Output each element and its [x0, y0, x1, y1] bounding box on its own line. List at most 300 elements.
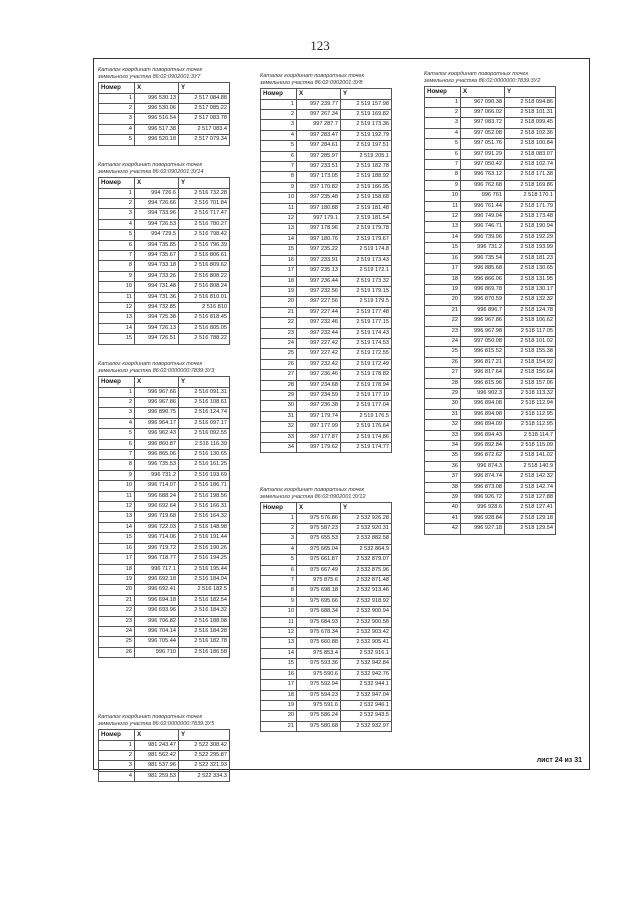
coord-y: 2 516 130.65: [179, 450, 230, 460]
coord-y: 2 519 188.92: [341, 172, 392, 182]
point-number: 10: [99, 481, 135, 491]
point-number: 3: [261, 534, 297, 544]
coord-y: 2 518 083.07: [505, 149, 556, 159]
coord-x: 996 530.13: [135, 93, 179, 103]
coord-x: 994 732.85: [135, 303, 179, 313]
point-number: 3: [99, 761, 135, 771]
point-number: 11: [99, 292, 135, 302]
table-row: [261, 224, 392, 234]
point-number: 36: [425, 461, 461, 471]
header-y: Y: [179, 377, 230, 387]
table-row: [99, 323, 230, 333]
table-row: [261, 297, 392, 307]
coord-x: 996 885.68: [461, 264, 505, 274]
point-number: 1: [99, 93, 135, 103]
coord-x: 996 739.06: [461, 232, 505, 242]
coord-y: 2 532 926.28: [341, 513, 392, 523]
caption-line-1: Каталог координат поворотных точек: [260, 73, 365, 79]
table-row: [425, 368, 556, 378]
table-row: [261, 390, 392, 400]
table-row: [99, 606, 230, 616]
coord-x: 996 962.43: [135, 429, 179, 439]
table-header-row: [99, 730, 230, 740]
table-row: [261, 711, 392, 721]
table-row: [261, 307, 392, 317]
coord-x: 994 733.26: [135, 271, 179, 281]
table-row: [261, 234, 392, 244]
coord-y: 2 518 156.64: [505, 368, 556, 378]
table-row: [261, 586, 392, 596]
point-number: 10: [99, 282, 135, 292]
coord-x: 996 762.68: [461, 180, 505, 190]
coord-x: 996 530.06: [135, 104, 179, 114]
coord-x: 996 761.44: [461, 201, 505, 211]
coord-x: 996 693.96: [135, 606, 179, 616]
coord-y: 2 516 805.05: [179, 323, 230, 333]
table-row: [99, 261, 230, 271]
header-x: X: [461, 87, 505, 97]
coord-y: 2 532 875.96: [341, 565, 392, 575]
point-number: 6: [99, 439, 135, 449]
coord-x: 996 967.66: [135, 387, 179, 397]
coord-y: 2 522 321.93: [179, 761, 230, 771]
table-caption: [98, 714, 230, 727]
coord-x: 997 227.56: [297, 297, 341, 307]
table-row: [261, 151, 392, 161]
point-number: 2: [261, 110, 297, 120]
coord-y: 2 518 102.36: [505, 128, 556, 138]
table-row: [425, 430, 556, 440]
point-number: 7: [425, 160, 461, 170]
point-number: 28: [425, 378, 461, 388]
table-row: [425, 191, 556, 201]
coord-y: 2 519 205.1: [341, 151, 392, 161]
point-number: 8: [99, 460, 135, 470]
coord-x: 996 719.68: [135, 512, 179, 522]
point-number: 42: [425, 524, 461, 534]
coord-y: 2 518 131.95: [505, 274, 556, 284]
coord-x: 996 694.18: [135, 595, 179, 605]
coord-x: 996 869.78: [461, 284, 505, 294]
table-row: [425, 316, 556, 326]
coord-y: 2 519 179.78: [341, 224, 392, 234]
point-number: 7: [99, 450, 135, 460]
table-row: [261, 245, 392, 255]
coord-y: 2 517 083.4: [179, 124, 230, 134]
coord-x: 997 234.59: [297, 390, 341, 400]
table-row: [425, 336, 556, 346]
coord-x: 975 655.53: [297, 534, 341, 544]
point-number: 23: [425, 326, 461, 336]
header-x: X: [135, 83, 179, 93]
coord-y: 2 516 788.22: [179, 334, 230, 344]
table-row: [99, 585, 230, 595]
coord-y: 2 516 191.44: [179, 533, 230, 543]
coord-y: 2 516 809.62: [179, 261, 230, 271]
coord-x: 997 180.88: [297, 203, 341, 213]
coord-x: 997 179.1: [297, 214, 341, 224]
table-row: [261, 513, 392, 523]
coord-x: 967 090.38: [461, 97, 505, 107]
table-row: [261, 349, 392, 359]
coord-x: 996 872.62: [461, 451, 505, 461]
coord-x: 996 722.03: [135, 522, 179, 532]
coord-y: 2 516 186.58: [179, 647, 230, 657]
coordinates-table: [260, 88, 392, 453]
coord-x: 997 235.13: [297, 266, 341, 276]
table-row: [99, 522, 230, 532]
coord-y: 2 519 179.5: [341, 297, 392, 307]
table-row: [425, 513, 556, 523]
coord-x: 996 731.2: [135, 470, 179, 480]
coord-y: 2 516 732.28: [179, 188, 230, 198]
table-header-row: [261, 89, 392, 99]
coord-y: 2 518 112.95: [505, 420, 556, 430]
coord-x: 996 688.24: [135, 491, 179, 501]
table-row: [425, 264, 556, 274]
table-row: [425, 97, 556, 107]
point-number: 10: [261, 193, 297, 203]
coord-y: 2 532 900.58: [341, 617, 392, 627]
point-number: 24: [425, 336, 461, 346]
coord-x: 997 051.76: [461, 139, 505, 149]
table-row: [261, 422, 392, 432]
coord-x: 994 729.5: [135, 230, 179, 240]
document-sheet: [93, 58, 590, 779]
coord-y: 2 516 808.24: [179, 282, 230, 292]
coord-x: 975 661.87: [297, 555, 341, 565]
coord-y: 2 518 112.94: [505, 399, 556, 409]
coord-x: 975 593.36: [297, 659, 341, 669]
coord-y: 2 519 174.43: [341, 328, 392, 338]
coord-x: 994 735.67: [135, 251, 179, 261]
table-row: [99, 313, 230, 323]
coord-x: 996 706.82: [135, 616, 179, 626]
coord-y: 2 519 174.86: [341, 432, 392, 442]
coord-x: 996 896.7: [461, 305, 505, 315]
header-number: Номер: [261, 503, 297, 513]
coord-y: 2 516 092.55: [179, 429, 230, 439]
coord-y: 2 518 113.32: [505, 388, 556, 398]
table-row: [425, 347, 556, 357]
point-number: 14: [99, 522, 135, 532]
coord-x: 975 875.6: [297, 576, 341, 586]
table-row: [99, 543, 230, 553]
coord-y: 2 518 130.65: [505, 264, 556, 274]
table-row: [425, 139, 556, 149]
coord-y: 2 532 871.48: [341, 576, 392, 586]
coord-y: 2 519 158.68: [341, 193, 392, 203]
coord-y: 2 516 164.32: [179, 512, 230, 522]
coord-y: 2 532 916.1: [341, 648, 392, 658]
coord-x: 996 890.75: [135, 408, 179, 418]
header-number: Номер: [425, 87, 461, 97]
point-number: 25: [425, 347, 461, 357]
coord-x: 994 726.51: [135, 334, 179, 344]
table-row: [99, 554, 230, 564]
table-row: [425, 201, 556, 211]
point-number: 20: [99, 585, 135, 595]
coord-y: 2 522 295.87: [179, 751, 230, 761]
coord-y: 2 518 101.31: [505, 108, 556, 118]
point-number: 16: [261, 669, 297, 679]
point-number: 17: [261, 680, 297, 690]
point-number: 40: [425, 503, 461, 513]
point-number: 4: [99, 418, 135, 428]
table-row: [261, 544, 392, 554]
coord-x: 996 874.3: [461, 461, 505, 471]
coord-x: 996 967.98: [461, 326, 505, 336]
table-header-row: [425, 87, 556, 97]
table-row: [261, 680, 392, 690]
coord-x: 975 688.34: [297, 607, 341, 617]
coord-x: 975 591.6: [297, 700, 341, 710]
coord-y: 2 516 184.28: [179, 626, 230, 636]
point-number: 8: [261, 586, 297, 596]
table-header-row: [99, 178, 230, 188]
coord-y: 2 519 174.8: [341, 245, 392, 255]
coord-y: 2 519 177.48: [341, 307, 392, 317]
coordinates-table: [98, 177, 230, 345]
coord-y: 2 532 944.1: [341, 680, 392, 690]
coord-x: 996 967.86: [461, 316, 505, 326]
table-row: [425, 295, 556, 305]
coord-y: 2 516 148.98: [179, 522, 230, 532]
coordinates-table: [98, 376, 230, 658]
coord-y: 2 516 108.61: [179, 398, 230, 408]
coord-x: 997 283.47: [297, 130, 341, 140]
coord-x: 994 731.36: [135, 292, 179, 302]
table-row: [425, 503, 556, 513]
table-row: [99, 533, 230, 543]
caption-line-2: земельного участка 86:02:0902001:3У12: [260, 493, 366, 500]
coord-x: 996 714.06: [135, 533, 179, 543]
coord-y: 2 519 169.82: [341, 110, 392, 120]
table-row: [425, 232, 556, 242]
point-number: 21: [99, 595, 135, 605]
coord-y: 2 516 810: [179, 303, 230, 313]
coord-y: 2 522 308.42: [179, 740, 230, 750]
coordinates-table: [424, 86, 556, 534]
coord-x: 981 259.53: [135, 771, 179, 781]
coord-x: 997 232.44: [297, 328, 341, 338]
coord-x: 996 902.3: [461, 388, 505, 398]
table-header-row: [99, 83, 230, 93]
table-row: [261, 690, 392, 700]
point-number: 8: [425, 170, 461, 180]
table-row: [99, 450, 230, 460]
table-row: [261, 669, 392, 679]
table-row: [261, 380, 392, 390]
header-y: Y: [341, 503, 392, 513]
point-number: 12: [261, 214, 297, 224]
coord-x: 975 576.86: [297, 513, 341, 523]
coord-x: 997 178.96: [297, 224, 341, 234]
coord-y: 2 518 140.9: [505, 461, 556, 471]
point-number: 2: [261, 524, 297, 534]
coord-x: 975 587.23: [297, 524, 341, 534]
coord-y: 2 532 918.92: [341, 596, 392, 606]
table-row: [261, 524, 392, 534]
coord-y: 2 532 946.1: [341, 700, 392, 710]
caption-line-1: Каталог координат поворотных точек: [98, 714, 203, 720]
point-number: 5: [99, 135, 135, 145]
point-number: 9: [99, 271, 135, 281]
coord-y: 2 518 173.48: [505, 212, 556, 222]
caption-line-2: земельного участка 86:02:0902001:3У14: [98, 168, 204, 175]
coord-y: 2 519 177.04: [341, 401, 392, 411]
table-row: [99, 104, 230, 114]
table-row: [425, 409, 556, 419]
header-number: Номер: [99, 178, 135, 188]
caption-line-1: Каталог координат поворотных точек: [424, 71, 529, 77]
point-number: 15: [261, 245, 297, 255]
coord-x: 996 731.2: [461, 243, 505, 253]
coordinates-table-3u8: [260, 73, 392, 453]
table-row: [99, 408, 230, 418]
table-row: [425, 128, 556, 138]
point-number: 19: [261, 286, 297, 296]
point-number: 1: [99, 387, 135, 397]
coord-x: 975 586.24: [297, 711, 341, 721]
coord-x: 996 692.64: [135, 502, 179, 512]
page-number: 123: [310, 38, 330, 53]
table-row: [261, 266, 392, 276]
point-number: 12: [99, 303, 135, 313]
table-row: [99, 491, 230, 501]
point-number: 10: [261, 607, 297, 617]
coord-y: 2 532 932.97: [341, 721, 392, 731]
point-number: 15: [99, 334, 135, 344]
table-row: [99, 626, 230, 636]
coord-x: 997 227.44: [297, 307, 341, 317]
table-row: [425, 357, 556, 367]
coord-x: 975 678.34: [297, 628, 341, 638]
point-number: 1: [425, 97, 461, 107]
table-row: [99, 114, 230, 124]
coord-x: 997 227.42: [297, 338, 341, 348]
coord-x: 996 892.84: [461, 441, 505, 451]
point-number: 14: [425, 232, 461, 242]
coord-y: 2 516 780.27: [179, 219, 230, 229]
coord-x: 997 235.22: [297, 245, 341, 255]
header-x: X: [297, 89, 341, 99]
point-number: 17: [261, 266, 297, 276]
table-caption: [260, 487, 392, 500]
point-number: 17: [99, 554, 135, 564]
point-number: 7: [99, 251, 135, 261]
table-row: [261, 700, 392, 710]
caption-line-1: Каталог координат поворотных точек: [98, 361, 203, 367]
coord-y: 2 532 943.5: [341, 711, 392, 721]
coord-x: 996 692.18: [135, 574, 179, 584]
header-number: Номер: [99, 730, 135, 740]
coord-x: 996 926.72: [461, 493, 505, 503]
point-number: 12: [99, 502, 135, 512]
coord-y: 2 518 102.74: [505, 160, 556, 170]
sheet-footer: лист 24 из 31: [536, 757, 582, 764]
coord-x: 997 232.42: [297, 359, 341, 369]
table-row: [99, 470, 230, 480]
point-number: 9: [261, 596, 297, 606]
point-number: 3: [99, 408, 135, 418]
table-row: [261, 99, 392, 109]
coord-x: 997 180.76: [297, 234, 341, 244]
point-number: 4: [261, 130, 297, 140]
point-number: 33: [425, 430, 461, 440]
point-number: 3: [425, 118, 461, 128]
coord-x: 996 705.44: [135, 637, 179, 647]
coord-x: 996 520.18: [135, 135, 179, 145]
table-row: [261, 318, 392, 328]
point-number: 18: [425, 274, 461, 284]
coord-y: 2 532 900.94: [341, 607, 392, 617]
table-row: [261, 534, 392, 544]
coord-y: 2 519 173.36: [341, 120, 392, 130]
coord-y: 2 519 179.15: [341, 286, 392, 296]
caption-line-2: земельного участка 86:02:0000000:7839:3У3: [98, 367, 215, 374]
table-row: [99, 334, 230, 344]
coord-x: 997 052.08: [461, 128, 505, 138]
coord-x: 997 170.82: [297, 182, 341, 192]
table-row: [99, 564, 230, 574]
point-number: 4: [261, 544, 297, 554]
coord-y: 2 532 942.76: [341, 669, 392, 679]
coord-x: 997 236.46: [297, 370, 341, 380]
coord-y: 2 518 130.17: [505, 284, 556, 294]
coord-x: 996 927.18: [461, 524, 505, 534]
coord-x: 996 710: [135, 647, 179, 657]
coord-y: 2 516 818.45: [179, 313, 230, 323]
point-number: 39: [425, 493, 461, 503]
coord-y: 2 518 142.74: [505, 482, 556, 492]
table-row: [99, 292, 230, 302]
coord-x: 996 746.71: [461, 222, 505, 232]
point-number: 29: [261, 390, 297, 400]
point-number: 2: [99, 104, 135, 114]
caption-line-1: Каталог координат поворотных точек: [260, 487, 365, 493]
coord-y: 2 518 129.18: [505, 513, 556, 523]
coord-y: 2 519 181.54: [341, 214, 392, 224]
point-number: 38: [425, 482, 461, 492]
coord-y: 2 519 172.1: [341, 266, 392, 276]
coord-x: 996 874.74: [461, 472, 505, 482]
coord-y: 2 519 177.19: [341, 390, 392, 400]
point-number: 26: [261, 359, 297, 369]
coord-y: 2 518 171.38: [505, 170, 556, 180]
coord-y: 2 522 334.3: [179, 771, 230, 781]
table-row: [261, 648, 392, 658]
table-row: [261, 328, 392, 338]
coord-y: 2 519 157.98: [341, 99, 392, 109]
point-number: 29: [425, 388, 461, 398]
point-number: 3: [261, 120, 297, 130]
table-row: [99, 460, 230, 470]
coord-x: 997 233.51: [297, 162, 341, 172]
table-row: [261, 443, 392, 453]
table-row: [99, 230, 230, 240]
coord-y: 2 516 798.42: [179, 230, 230, 240]
coord-x: 996 719.72: [135, 543, 179, 553]
table-row: [425, 441, 556, 451]
coord-x: 996 894.09: [461, 420, 505, 430]
table-row: [99, 93, 230, 103]
coord-x: 997 179.74: [297, 411, 341, 421]
table-row: [261, 141, 392, 151]
coord-y: 2 532 947.04: [341, 690, 392, 700]
coord-x: 996 815.96: [461, 378, 505, 388]
coord-x: 996 817.64: [461, 368, 505, 378]
